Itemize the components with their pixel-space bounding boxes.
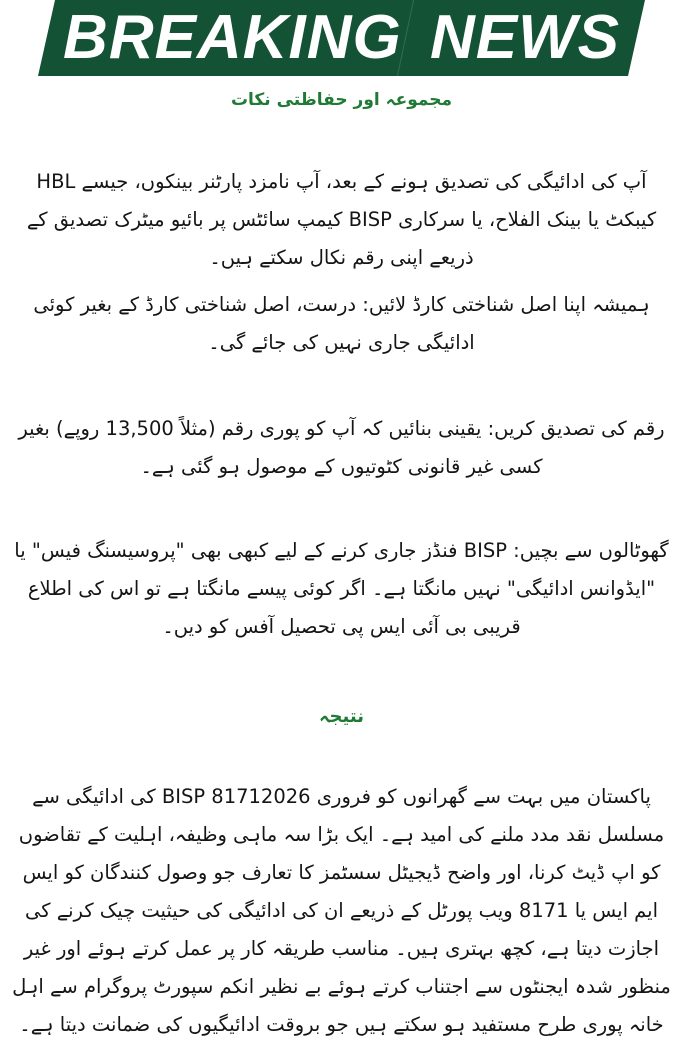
breaking-news-banner [0,0,683,77]
paragraph-verify-amount: رقم کی تصدیق کریں: یقینی بنائیں کہ آپ کو پوری رقم (مثلاً 13,500 روپے) بغیر کسی غیر قانونی کٹوتیوں کے موصول ہو گئی ہے۔ [18,417,665,478]
paragraph-withdrawal: آپ کی ادائیگی کی تصدیق ہونے کے بعد، آپ نامزد پارٹنر بینکوں، جیسے HBL کیبکٹ یا بینک الفلاح، یا سرکاری BISP کیمپ سائٹس پر بائیو میٹرک تصدیق کے ذریعے اپنی رقم نکال سکتے ہیں۔ [26,170,657,269]
conclusion-heading: نتیجہ [319,706,364,727]
paragraph-conclusion: پاکستان میں بہت سے گھرانوں کو فروری BISP 81712026 کی ادائیگی سے مسلسل نقد مدد ملنے کی امید ہے۔ ایک بڑا سہ ماہی وظیفہ، اہلیت کے تقاضوں کو اپ ڈیٹ کرنا، اور واضح ڈیجیٹل سسٹمز کا تعارف جو وصول کنندگان کو ایس ایم ایس یا 8171 ویب پورٹل کے ذریعے ان کی ادائیگی کی حیثیت چیک کرنے کی اجازت دیتا ہے، کچھ بہتری ہیں۔ مناسب طریقہ کار پر عمل کرتے ہوئے اور غیر منظور شدہ ایجنٹوں سے اجتناب کرتے ہوئے بے نظیر انکم سپورٹ پروگرام سے اہل خانہ پوری طرح مستفید ہو سکتے ہیں جو بروقت ادائیگیوں کی ضمانت دیتا ہے۔ [12,785,671,1036]
article-subtitle: مجموعہ اور حفاظتی نکات [230,90,453,110]
paragraph-avoid-scams: گھوٹالوں سے بچیں: BISP فنڈز جاری کرنے کے لیے کبھی بھی "پروسیسنگ فیس" یا "ایڈوانس ادائیگی" نہیں مانگتا ہے۔ اگر کوئی پیسے مانگتا ہے تو اس کی اطلاع قریبی بی آئی ایس پی تحصیل آفس کو دیں۔ [14,539,669,638]
paragraph-id-card: ہمیشہ اپنا اصل شناختی کارڈ لائیں: درست، اصل شناختی کارڈ کے بغیر کوئی ادائیگی جاری نہیں کی جائے گی۔ [33,293,650,354]
banner-title: BREAKING NEWS [63,3,620,72]
